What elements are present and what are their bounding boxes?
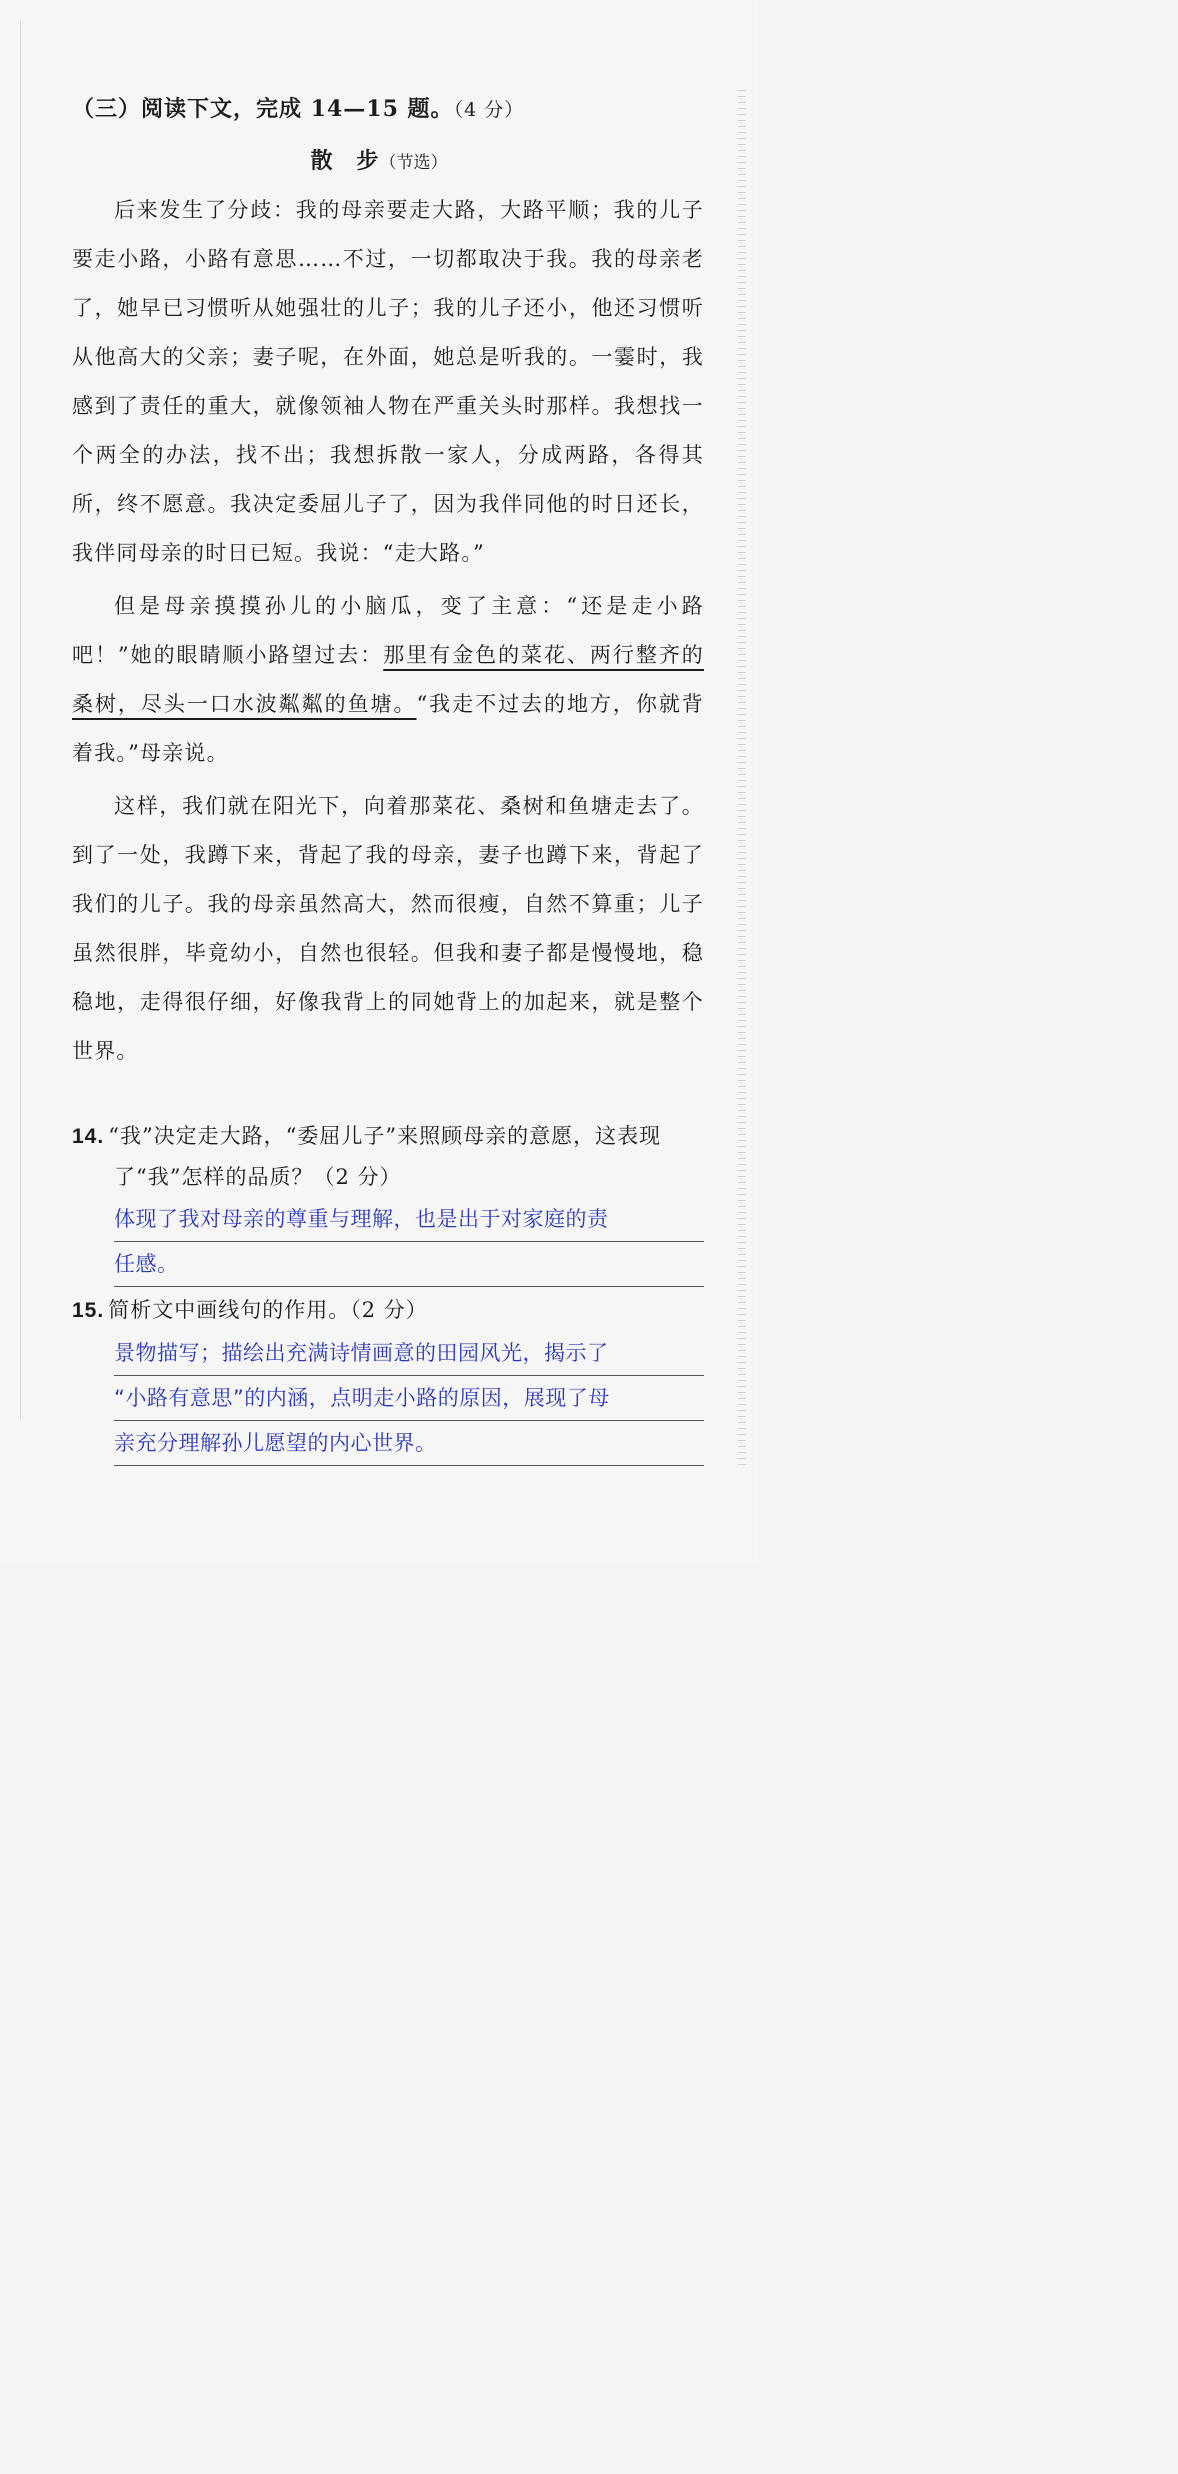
section-points: （4 分） [453, 99, 525, 121]
essay-title [0, 144, 758, 175]
underlined-sentence: 那里有金色的菜花、两行整齐的桑树，尽头一口水波粼粼的鱼塘。 [72, 643, 704, 716]
answer-14-line-1: 体现了我对母亲的尊重与理解，也是出于对家庭的责 [114, 1197, 704, 1242]
answer-14-line-2: 任感。 [114, 1242, 704, 1287]
answer-15-line-3: 亲充分理解孙儿愿望的内心世界。 [114, 1421, 704, 1466]
passage-paragraph-2 [72, 582, 704, 778]
question-15-number: 15. [72, 1299, 105, 1322]
answer-15-line-1: 景物描写；描绘出充满诗情画意的田园风光，揭示了 [114, 1331, 704, 1376]
question-14-answer [114, 1197, 704, 1287]
paragraph-2-tail: “我走不过去的地方，你就背着我。”母亲说。 [72, 692, 704, 765]
question-14-stem [72, 1116, 704, 1197]
passage-paragraph-3: 这样，我们就在阳光下，向着那菜花、桑树和鱼塘走去了。到了一处，我蹲下来，背起了我的母亲，妻子也蹲下来，背起了我们的儿子。我的母亲虽然高大，然而很瘦，自然不算重；儿子虽然很胖，毕竟幼小，自然也很轻。但我和妻子都是慢慢地，稳稳地，走得很仔细，好像我背上的同她背上的加起来，就是整个世界。 [72, 794, 704, 1063]
section-heading [72, 92, 524, 123]
answer-15-line-2: “小路有意思”的内涵，点明走小路的原因，展现了母 [114, 1376, 704, 1421]
question-14 [72, 1116, 704, 1287]
paragraph-2-lead: 但是母亲摸摸孙儿的小脑瓜，变了主意：“还是走小路吧！”她的眼睛顺小路望过去： [72, 594, 704, 667]
question-15-stem [72, 1290, 704, 1331]
section-heading-text: （三）阅读下文，完成 14—15 题。 [72, 96, 454, 122]
page-edge-line [20, 20, 21, 1420]
question-14-number: 14. [72, 1125, 105, 1148]
binding-edge-marks [738, 90, 746, 1470]
essay-title-text: 散 步 [310, 148, 380, 174]
reading-passage [72, 186, 704, 1080]
question-14-text: “我”决定走大路，“委屈儿子”来照顾母亲的意愿，这表现了“我”怎样的品质？（2 分） [108, 1124, 662, 1189]
passage-paragraph-1: 后来发生了分歧：我的母亲要走大路，大路平顺；我的儿子要走小路，小路有意思……不过，一切都取决于我。我的母亲老了，她早已习惯听从她强壮的儿子；我的儿子还小，他还习惯听从他高大的父亲；妻子呢，在外面，她总是听我的。一霎时，我感到了责任的重大，就像领袖人物在严重关头时那样。我想找一个两全的办法，找不出；我想拆散一家人，分成两路，各得其所，终不愿意。我决定委屈儿子了，因为我伴同他的时日还长，我伴同母亲的时日已短。我说：“走大路。” [72, 198, 704, 565]
worksheet-page [0, 0, 758, 1562]
question-15-text: 简析文中画线句的作用。（2 分） [108, 1298, 428, 1322]
question-15 [72, 1290, 704, 1466]
question-15-answer [114, 1331, 704, 1466]
essay-subtitle: （节选） [379, 153, 448, 173]
